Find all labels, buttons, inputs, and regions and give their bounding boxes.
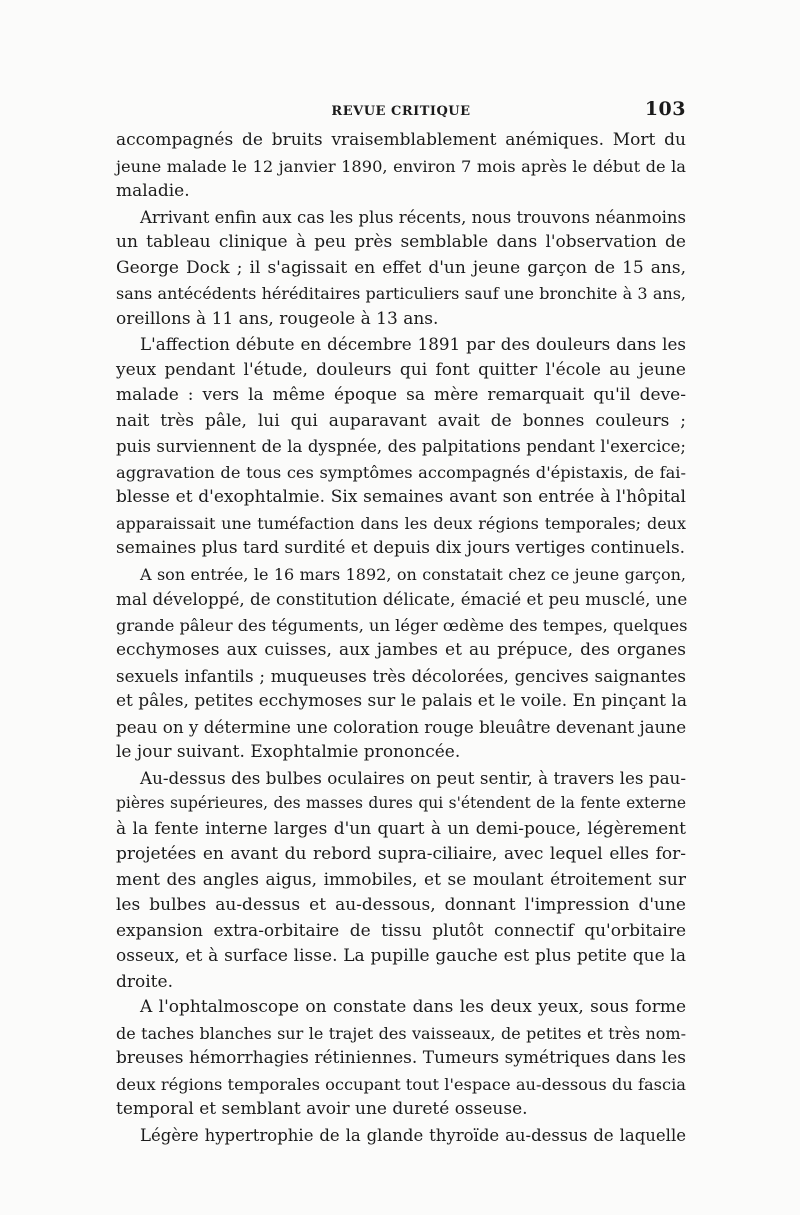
text-line: A l'ophtalmoscope on constate dans les deux yeux, sous forme <box>140 997 686 1017</box>
text-line: puis surviennent de la dyspnée, des palpitations pendant l'exercice; <box>116 437 686 456</box>
text-line: Arrivant enfin aux cas les plus récents, nous trouvons néanmoins <box>140 207 686 227</box>
text-line: les bulbes au-dessus et au-dessous, donnant l'impression d'une <box>116 895 686 915</box>
text-line: semaines plus tard surdité et depuis dix jours vertiges continuels. <box>116 538 686 558</box>
text-line: un tableau clinique à peu près semblable dans l'observation de <box>116 232 686 252</box>
text-line: droite. <box>116 971 173 992</box>
text-line: Légère hypertrophie de la glande thyroïde au-dessus de laquelle <box>140 1125 686 1145</box>
text-line: aggravation de tous ces symptômes accompagnés d'épistaxis, de fai- <box>116 462 686 482</box>
text-line: breuses hémorrhagies rétiniennes. Tumeurs symétriques dans les <box>116 1048 686 1068</box>
text-line: nait très pâle, lui qui auparavant avait de bonnes couleurs ; <box>116 410 686 431</box>
text-line: peau on y détermine une coloration rouge bleuâtre devenant jaune <box>116 716 687 737</box>
body-text <box>116 128 686 1148</box>
text-line: projetées en avant du rebord supra-ciliaire, avec lequel elles for- <box>116 844 686 864</box>
text-line: blesse et d'exophtalmie. Six semaines avant son entrée à l'hôpital <box>116 487 686 507</box>
page-number: 103 <box>644 98 686 120</box>
page-text-block <box>116 98 686 1148</box>
text-line: expansion extra-orbitaire de tissu plutôt connectif qu'orbitaire <box>116 920 686 941</box>
text-line: de taches blanches sur le trajet des vaisseaux, de petites et très nom- <box>116 1023 686 1043</box>
text-line: sans antécédents héréditaires particuliers sauf une bronchite à 3 ans, <box>116 284 686 303</box>
text-line: sexuels infantils ; muqueuses très décolorées, gencives saignantes <box>116 665 686 686</box>
text-line: oreillons à 11 ans, rougeole à 13 ans. <box>116 308 439 329</box>
text-line: George Dock ; il s'agissait en effet d'un jeune garçon de 15 ans, <box>116 257 686 278</box>
text-line: ment des angles aigus, immobiles, et se moulant étroitement sur <box>116 869 686 890</box>
text-line: grande pâleur des téguments, un léger œdème des tempes, quelques <box>116 615 688 635</box>
running-header <box>116 98 686 124</box>
text-line: pières supérieures, des masses dures qui s'étendent de la fente externe <box>116 794 686 812</box>
text-line: L'affection débute en décembre 1891 par des douleurs dans les <box>140 334 686 354</box>
text-line: apparaissait une tuméfaction dans les deux régions temporales; deux <box>116 513 686 533</box>
text-line: à la fente interne larges d'un quart à un demi-pouce, légèrement <box>116 818 686 839</box>
text-line: malade : vers la même époque sa mère remarquait qu'il deve- <box>116 385 686 405</box>
text-line: A son entrée, le 16 mars 1892, on constatait chez ce jeune garçon, <box>140 564 686 584</box>
text-line: mal développé, de constitution délicate, émacié et peu musclé, une <box>116 589 688 609</box>
text-line: jeune malade le 12 janvier 1890, environ 7 mois après le début de la <box>116 156 686 176</box>
text-line: ecchymoses aux cuisses, aux jambes et au prépuce, des organes <box>116 640 686 660</box>
text-line: temporal et semblant avoir une dureté osseuse. <box>116 1099 528 1119</box>
text-line: accompagnés de bruits vraisemblablement anémiques. Mort du <box>116 130 686 150</box>
running-title: REVUE CRITIQUE <box>331 104 471 119</box>
text-line: Au-dessus des bulbes oculaires on peut sentir, à travers les pau- <box>140 767 686 788</box>
text-line: et pâles, petites ecchymoses sur le palais et le voile. En pinçant la <box>116 691 687 711</box>
text-line: yeux pendant l'étude, douleurs qui font quitter l'école au jeune <box>116 359 686 380</box>
text-line: osseux, et à surface lisse. La pupille gauche est plus petite que la <box>116 946 686 966</box>
text-line: le jour suivant. Exophtalmie prononcée. <box>116 742 461 762</box>
text-line: maladie. <box>116 181 190 201</box>
text-line: deux régions temporales occupant tout l'espace au-dessous du fascia <box>116 1074 686 1094</box>
